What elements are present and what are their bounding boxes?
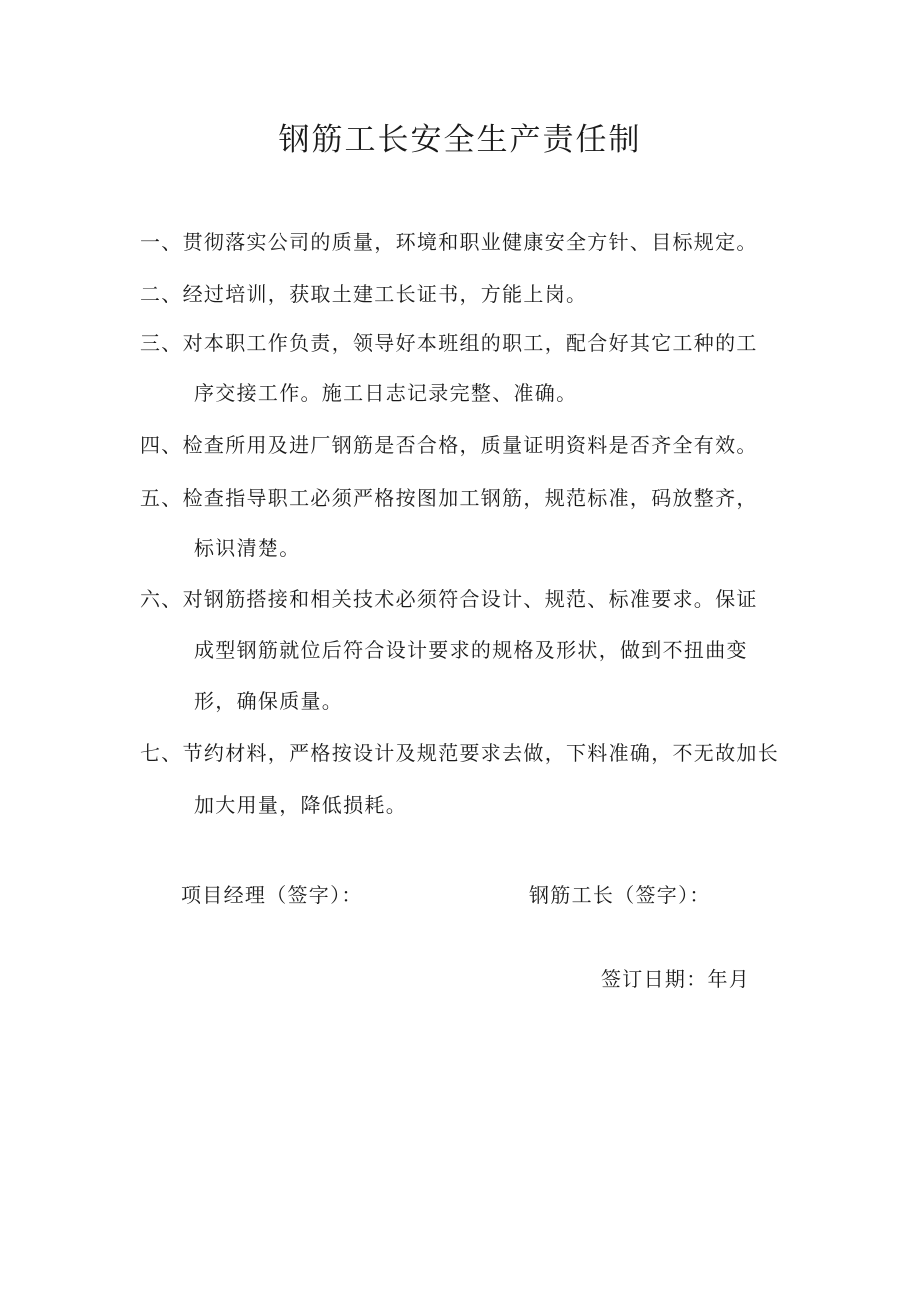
clause-3-line-2: 序交接工作。施工日志记录完整、准确。 <box>194 381 578 405</box>
clause-5-line-1: 五、检查指导职工必须严格按图加工钢筋，规范标准，码放整齐， <box>140 486 758 510</box>
document-title: 钢筋工长安全生产责任制 <box>278 122 642 158</box>
clause-6-line-3: 形，确保质量。 <box>194 689 344 713</box>
clause-7-line-2: 加大用量，降低损耗。 <box>194 793 407 817</box>
clause-1-line-1: 一、贯彻落实公司的质量，环境和职业健康安全方针、目标规定。 <box>140 230 758 254</box>
clause-5-line-2: 标识清楚。 <box>194 536 301 560</box>
foreman-signature-label: 钢筋工长（签字）： <box>529 883 711 907</box>
manager-signature-label: 项目经理（签字）： <box>181 883 363 907</box>
clause-3-line-1: 三、对本职工作负责，领导好本班组的职工，配合好其它工种的工 <box>140 331 758 355</box>
clause-2-line-1: 二、经过培训，获取土建工长证书，方能上岗。 <box>140 282 588 306</box>
clause-6-line-1: 六、对钢筋搭接和相关技术必须符合设计、规范、标准要求。保证 <box>140 587 758 611</box>
clause-7-line-1: 七、节约材料，严格按设计及规范要求去做，下料准确，不无故加长 <box>140 741 779 765</box>
clause-6-line-2: 成型钢筋就位后符合设计要求的规格及形状，做到不扭曲变 <box>194 638 748 662</box>
clause-4-line-1: 四、检查所用及进厂钢筋是否合格，质量证明资料是否齐全有效。 <box>140 433 758 457</box>
signing-date-label: 签订日期：年月 <box>601 967 751 991</box>
